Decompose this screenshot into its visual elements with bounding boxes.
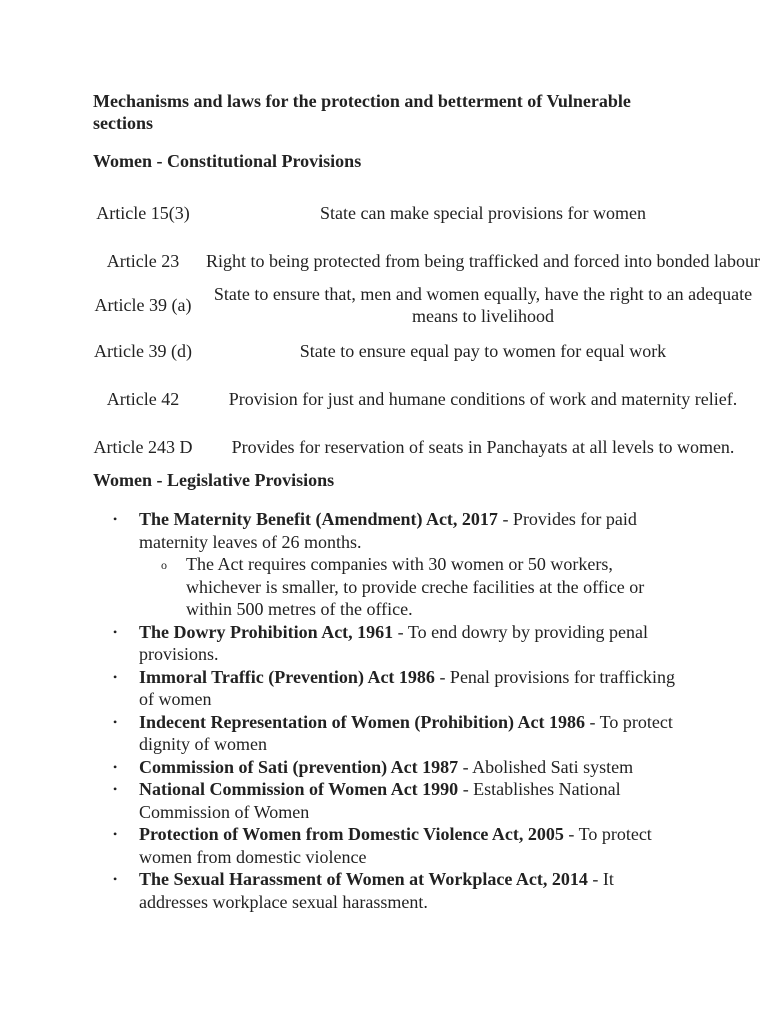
list-item — [93, 666, 683, 711]
legislative-provisions-list — [93, 508, 683, 913]
law-description: - Penal provisions for trafficking of women — [139, 666, 676, 709]
table-row — [93, 423, 768, 471]
bullet-icon: • — [113, 759, 118, 774]
article-cell: Article 23 — [106, 251, 180, 271]
law-description: - Provides for paid maternity leaves of 26 months. — [139, 509, 637, 552]
table-row — [93, 187, 768, 239]
law-name: Commission of Sati (prevention) Act 1987 — [139, 756, 459, 777]
bullet-icon: • — [113, 827, 118, 841]
list-item — [93, 711, 683, 756]
law-name: Immoral Traffic (Prevention) Act 1986 — [139, 666, 435, 687]
law-description: - Abolished Sati system — [458, 756, 634, 777]
law-name: The Sexual Harassment of Women at Workplace Act, 2014 — [139, 869, 588, 889]
table-row — [93, 283, 768, 327]
provision-cell: State can make special provisions for women — [320, 203, 646, 223]
bullet-icon: • — [113, 669, 118, 684]
law-name: The Dowry Prohibition Act, 1961 — [139, 621, 394, 642]
list-item — [93, 508, 683, 621]
law-name: National Commission of Women Act 1990 — [139, 779, 459, 799]
bullet-icon: • — [113, 714, 118, 729]
constitutional-provisions-table — [93, 187, 768, 471]
law-name: Protection of Women from Domestic Violence Act, 2005 — [139, 824, 564, 844]
article-cell: Article 39 (d) — [94, 341, 192, 361]
list-item — [93, 756, 683, 779]
provision-cell: State to ensure that, men and women equally, have the right to an adequate means to livelihood — [213, 284, 753, 326]
law-description: - To protect women from domestic violence — [139, 824, 652, 867]
bullet-icon: • — [113, 872, 118, 886]
provision-cell: State to ensure equal pay to women for equal work — [299, 341, 667, 361]
law-name: Indecent Representation of Women (Prohibition) Act 1986 — [139, 711, 585, 732]
law-name: The Maternity Benefit (Amendment) Act, 2017 — [139, 509, 498, 529]
list-item — [93, 868, 683, 913]
bullet-icon: • — [113, 782, 118, 796]
sub-list-item — [139, 553, 683, 621]
law-description: - To protect dignity of women — [139, 711, 673, 754]
law-description: - Establishes National Commission of Women — [139, 779, 621, 822]
article-cell: Article 243 D — [93, 437, 193, 457]
document-title: Mechanisms and laws for the protection and betterment of Vulnerable sections — [93, 91, 631, 133]
list-item — [93, 823, 683, 868]
table-row — [93, 327, 768, 375]
table-row — [93, 375, 768, 423]
provision-cell: Provides for reservation of seats in Panchayats at all levels to women. — [231, 437, 735, 457]
bullet-icon: • — [113, 512, 118, 526]
sub-list — [139, 553, 683, 621]
legislative-provisions-heading: Women - Legislative Provisions — [93, 470, 335, 490]
constitutional-provisions-heading: Women - Constitutional Provisions — [93, 151, 362, 171]
list-item — [93, 778, 683, 823]
provision-cell: Provision for just and humane conditions of work and maternity relief. — [228, 389, 738, 409]
article-cell: Article 42 — [106, 389, 180, 409]
sub-item-text: The Act requires companies with 30 women or 50 workers, whichever is smaller, to provide creche facilities at the office or within 500 metres of the office. — [186, 554, 645, 619]
article-cell: Article 15(3) — [96, 203, 190, 223]
table-row — [93, 239, 768, 283]
list-item — [93, 621, 683, 666]
article-cell: Article 39 (a) — [94, 295, 192, 315]
provision-cell: Right to being protected from being trafficked and forced into bonded labour — [205, 251, 760, 271]
law-description: - To end dowry by providing penal provisions. — [139, 621, 649, 664]
bullet-icon: • — [113, 624, 118, 639]
circle-bullet-icon: o — [161, 558, 167, 572]
law-description: - It addresses workplace sexual harassment. — [139, 869, 614, 912]
